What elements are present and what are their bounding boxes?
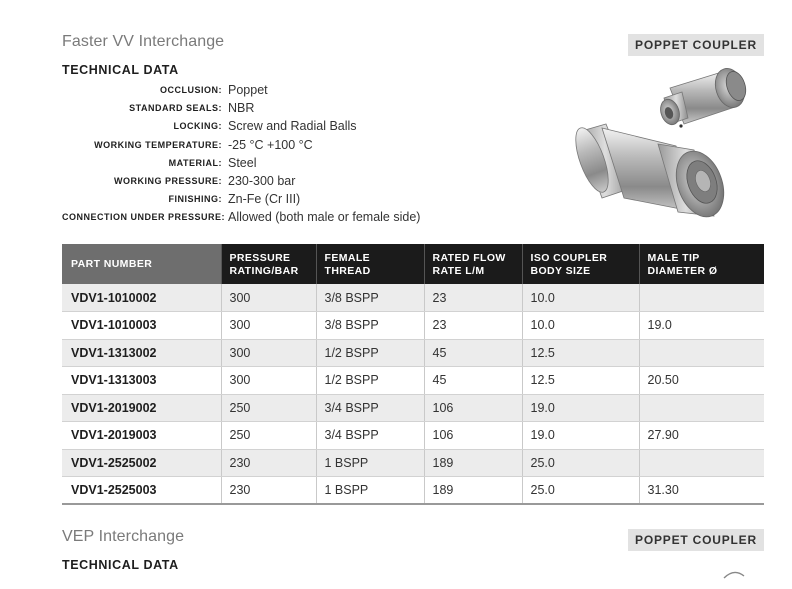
table-row — [62, 394, 764, 422]
table-row — [62, 367, 764, 395]
spec-row-material — [62, 154, 482, 172]
female-coupler-part — [572, 124, 732, 224]
header-female-thread: FEMALE THREAD — [316, 244, 424, 284]
spec-label: FINISHING: — [168, 194, 222, 205]
cell-pressure: 230 — [221, 477, 316, 505]
cell-flow: 45 — [424, 339, 522, 367]
cell-part-number: VDV1-1010003 — [62, 312, 221, 340]
cell-thread: 3/8 BSPP — [316, 312, 424, 340]
technical-data-heading: TECHNICAL DATA — [62, 63, 179, 77]
table-row — [62, 284, 764, 312]
cell-pressure: 300 — [221, 367, 316, 395]
cell-iso-size: 12.5 — [522, 367, 639, 395]
spec-value: -25 °C +100 °C — [228, 137, 313, 152]
cell-tip-diameter — [639, 284, 764, 312]
cell-thread: 3/8 BSPP — [316, 284, 424, 312]
cell-part-number: VDV1-2525002 — [62, 449, 221, 477]
cell-thread: 3/4 BSPP — [316, 394, 424, 422]
coupler-product-image — [572, 60, 762, 230]
cell-tip-diameter: 20.50 — [639, 367, 764, 395]
cell-part-number: VDV1-2019003 — [62, 422, 221, 450]
cell-iso-size: 10.0 — [522, 284, 639, 312]
cell-flow: 45 — [424, 367, 522, 395]
header-pressure-rating — [221, 244, 316, 284]
cell-tip-diameter: 27.90 — [639, 422, 764, 450]
cell-flow: 23 — [424, 284, 522, 312]
cell-iso-size: 19.0 — [522, 394, 639, 422]
cell-pressure: 230 — [221, 449, 316, 477]
cell-iso-size: 19.0 — [522, 422, 639, 450]
header-line: ISO COUPLER — [530, 252, 608, 264]
spec-row-connection — [62, 208, 482, 226]
header-line: BODY SIZE — [530, 265, 591, 277]
section-title-vep: VEP Interchange — [62, 528, 185, 545]
spec-label: OCCLUSION: — [160, 85, 222, 96]
spec-value: Poppet — [228, 83, 268, 98]
spec-row-occlusion — [62, 81, 482, 99]
cell-tip-diameter — [639, 339, 764, 367]
spec-value: Screw and Radial Balls — [228, 119, 357, 134]
cell-thread: 1 BSPP — [316, 449, 424, 477]
header-line: PRESSURE — [229, 252, 291, 264]
table-row — [62, 477, 764, 505]
cell-pressure: 300 — [221, 284, 316, 312]
cell-thread: 1/2 BSPP — [316, 339, 424, 367]
header-line: RATING/BAR — [229, 265, 299, 277]
spec-row-seals — [62, 99, 482, 117]
cell-thread: 3/4 BSPP — [316, 422, 424, 450]
cell-tip-diameter: 31.30 — [639, 477, 764, 505]
table-row — [62, 422, 764, 450]
cell-pressure: 300 — [221, 312, 316, 340]
header-iso-body-size — [522, 244, 639, 284]
header-line: RATE L/M — [432, 265, 485, 277]
cell-pressure: 250 — [221, 394, 316, 422]
header-part-number: PART NUMBER — [62, 244, 221, 284]
spec-value: Steel — [228, 155, 257, 170]
table-header-row — [62, 244, 764, 284]
cell-part-number: VDV1-2525003 — [62, 477, 221, 505]
spec-label: MATERIAL: — [168, 157, 222, 168]
spec-value: Allowed (both male or female side) — [228, 210, 421, 225]
spec-row-pressure — [62, 172, 482, 190]
spec-label: WORKING PRESSURE: — [113, 176, 222, 187]
header-line: DIAMETER Ø — [647, 265, 718, 277]
table-row — [62, 312, 764, 340]
spec-label: STANDARD SEALS: — [129, 103, 222, 114]
cell-flow: 23 — [424, 312, 522, 340]
header-male-tip-diameter — [639, 244, 764, 284]
spec-label: WORKING TEMPERATURE: — [94, 139, 222, 150]
spec-value: NBR — [228, 101, 255, 116]
header-line: RATED FLOW — [432, 252, 506, 264]
spec-value: Zn-Fe (Cr III) — [228, 192, 301, 207]
cell-flow: 189 — [424, 477, 522, 505]
cell-iso-size: 25.0 — [522, 449, 639, 477]
cell-tip-diameter — [639, 394, 764, 422]
spec-label: LOCKING: — [173, 121, 222, 132]
parts-table — [62, 244, 764, 505]
technical-specs-list — [62, 81, 482, 227]
cell-part-number: VDV1-1313002 — [62, 339, 221, 367]
table-row — [62, 449, 764, 477]
spec-row-locking — [62, 117, 482, 135]
male-tip-part — [657, 65, 749, 128]
header-line: MALE TIP — [647, 252, 700, 264]
cell-flow: 189 — [424, 449, 522, 477]
spec-row-finishing — [62, 190, 482, 208]
cell-thread: 1/2 BSPP — [316, 367, 424, 395]
spec-value: 230-300 bar — [228, 174, 296, 189]
cell-part-number: VDV1-2019002 — [62, 394, 221, 422]
cell-flow: 106 — [424, 394, 522, 422]
coupler-type-badge-2: POPPET COUPLER — [628, 529, 764, 551]
coupler-type-badge: POPPET COUPLER — [628, 34, 764, 56]
section-title-faster-vv: Faster VV Interchange — [62, 33, 225, 50]
partial-product-image — [722, 568, 746, 589]
cell-thread: 1 BSPP — [316, 477, 424, 505]
cell-part-number: VDV1-1313003 — [62, 367, 221, 395]
cell-flow: 106 — [424, 422, 522, 450]
technical-data-heading-2: TECHNICAL DATA — [62, 558, 179, 572]
cell-part-number: VDV1-1010002 — [62, 284, 221, 312]
cell-iso-size: 25.0 — [522, 477, 639, 505]
cell-pressure: 250 — [221, 422, 316, 450]
cell-tip-diameter — [639, 449, 764, 477]
cell-tip-diameter: 19.0 — [639, 312, 764, 340]
cell-pressure: 300 — [221, 339, 316, 367]
spec-row-temperature — [62, 136, 482, 154]
spec-label: CONNECTION UNDER PRESSURE: — [62, 212, 226, 223]
cell-iso-size: 12.5 — [522, 339, 639, 367]
header-rated-flow — [424, 244, 522, 284]
table-row — [62, 339, 764, 367]
cell-iso-size: 10.0 — [522, 312, 639, 340]
